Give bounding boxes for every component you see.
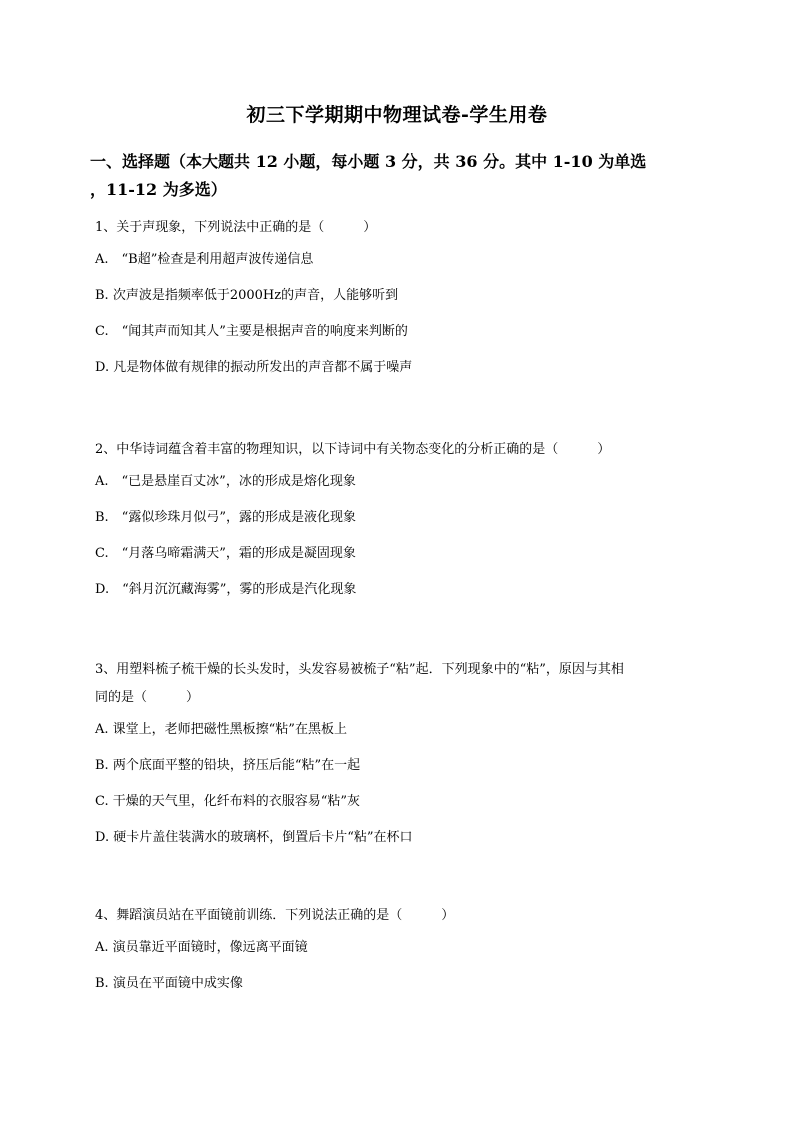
question-2: [95, 436, 705, 600]
question-1-option-d: D. 凡是物体做有规律的振动所发出的声音都不属于噪声: [95, 360, 413, 375]
section-heading: [90, 148, 710, 204]
question-4-stem: 4、舞蹈演员站在平面镜前训练．下列说法正确的是（ ）: [95, 908, 455, 923]
question-1-stem: 1、关于声现象，下列说法中正确的是（ ）: [95, 220, 377, 235]
question-3-stem-line-1: 3、用塑料梳子梳干燥的长头发时，头发容易被梳子“粘”起．下列现象中的“粘”，原因与其相: [95, 662, 624, 677]
question-2-option-a: A. “已是悬崖百丈冰”，冰的形成是熔化现象: [95, 474, 356, 489]
question-4-option-a: A. 演员靠近平面镜时，像远离平面镜: [95, 940, 308, 955]
question-1-option-b: B. 次声波是指频率低于2000Hz的声音，人能够听到: [95, 288, 399, 303]
question-3-stem-line-2: 同的是（ ）: [95, 690, 200, 705]
question-1-option-c: C. “闻其声而知其人”主要是根据声音的响度来判断的: [95, 324, 408, 339]
question-2-option-c: C. “月落乌啼霜满天”，霜的形成是凝固现象: [95, 546, 356, 561]
question-2-option-d: D. “斜月沉沉藏海雾”，雾的形成是汽化现象: [95, 582, 357, 597]
question-3-option-c: C. 干燥的天气里，化纤布料的衣服容易“粘”灰: [95, 794, 361, 809]
question-3-option-a: A. 课堂上，老师把磁性黑板擦“粘”在黑板上: [95, 722, 347, 737]
question-3-option-d: D. 硬卡片盖住装满水的玻璃杯，倒置后卡片“粘”在杯口: [95, 830, 413, 845]
question-4-option-b: B. 演员在平面镜中成实像: [95, 976, 243, 991]
question-2-stem: 2、中华诗词蕴含着丰富的物理知识，以下诗词中有关物态变化的分析正确的是（ ）: [95, 442, 611, 457]
question-3: [95, 656, 705, 848]
section-heading-line-1: 一、选择题（本大题共 12 小题，每小题 3 分，共 36 分。其中 1-10 为单选: [90, 152, 647, 171]
page-title: 初三下学期期中物理试卷-学生用卷: [246, 104, 548, 126]
question-2-option-b: B. “露似珍珠月似弓”，露的形成是液化现象: [95, 510, 356, 525]
question-1-option-a: A. “B超”检查是利用超声波传递信息: [95, 252, 314, 267]
question-3-option-b: B. 两个底面平整的铅块，挤压后能“粘”在一起: [95, 758, 361, 773]
question-4: [95, 902, 705, 994]
section-heading-line-2: ，11-12 为多选）: [90, 180, 227, 199]
question-1: [95, 214, 705, 378]
